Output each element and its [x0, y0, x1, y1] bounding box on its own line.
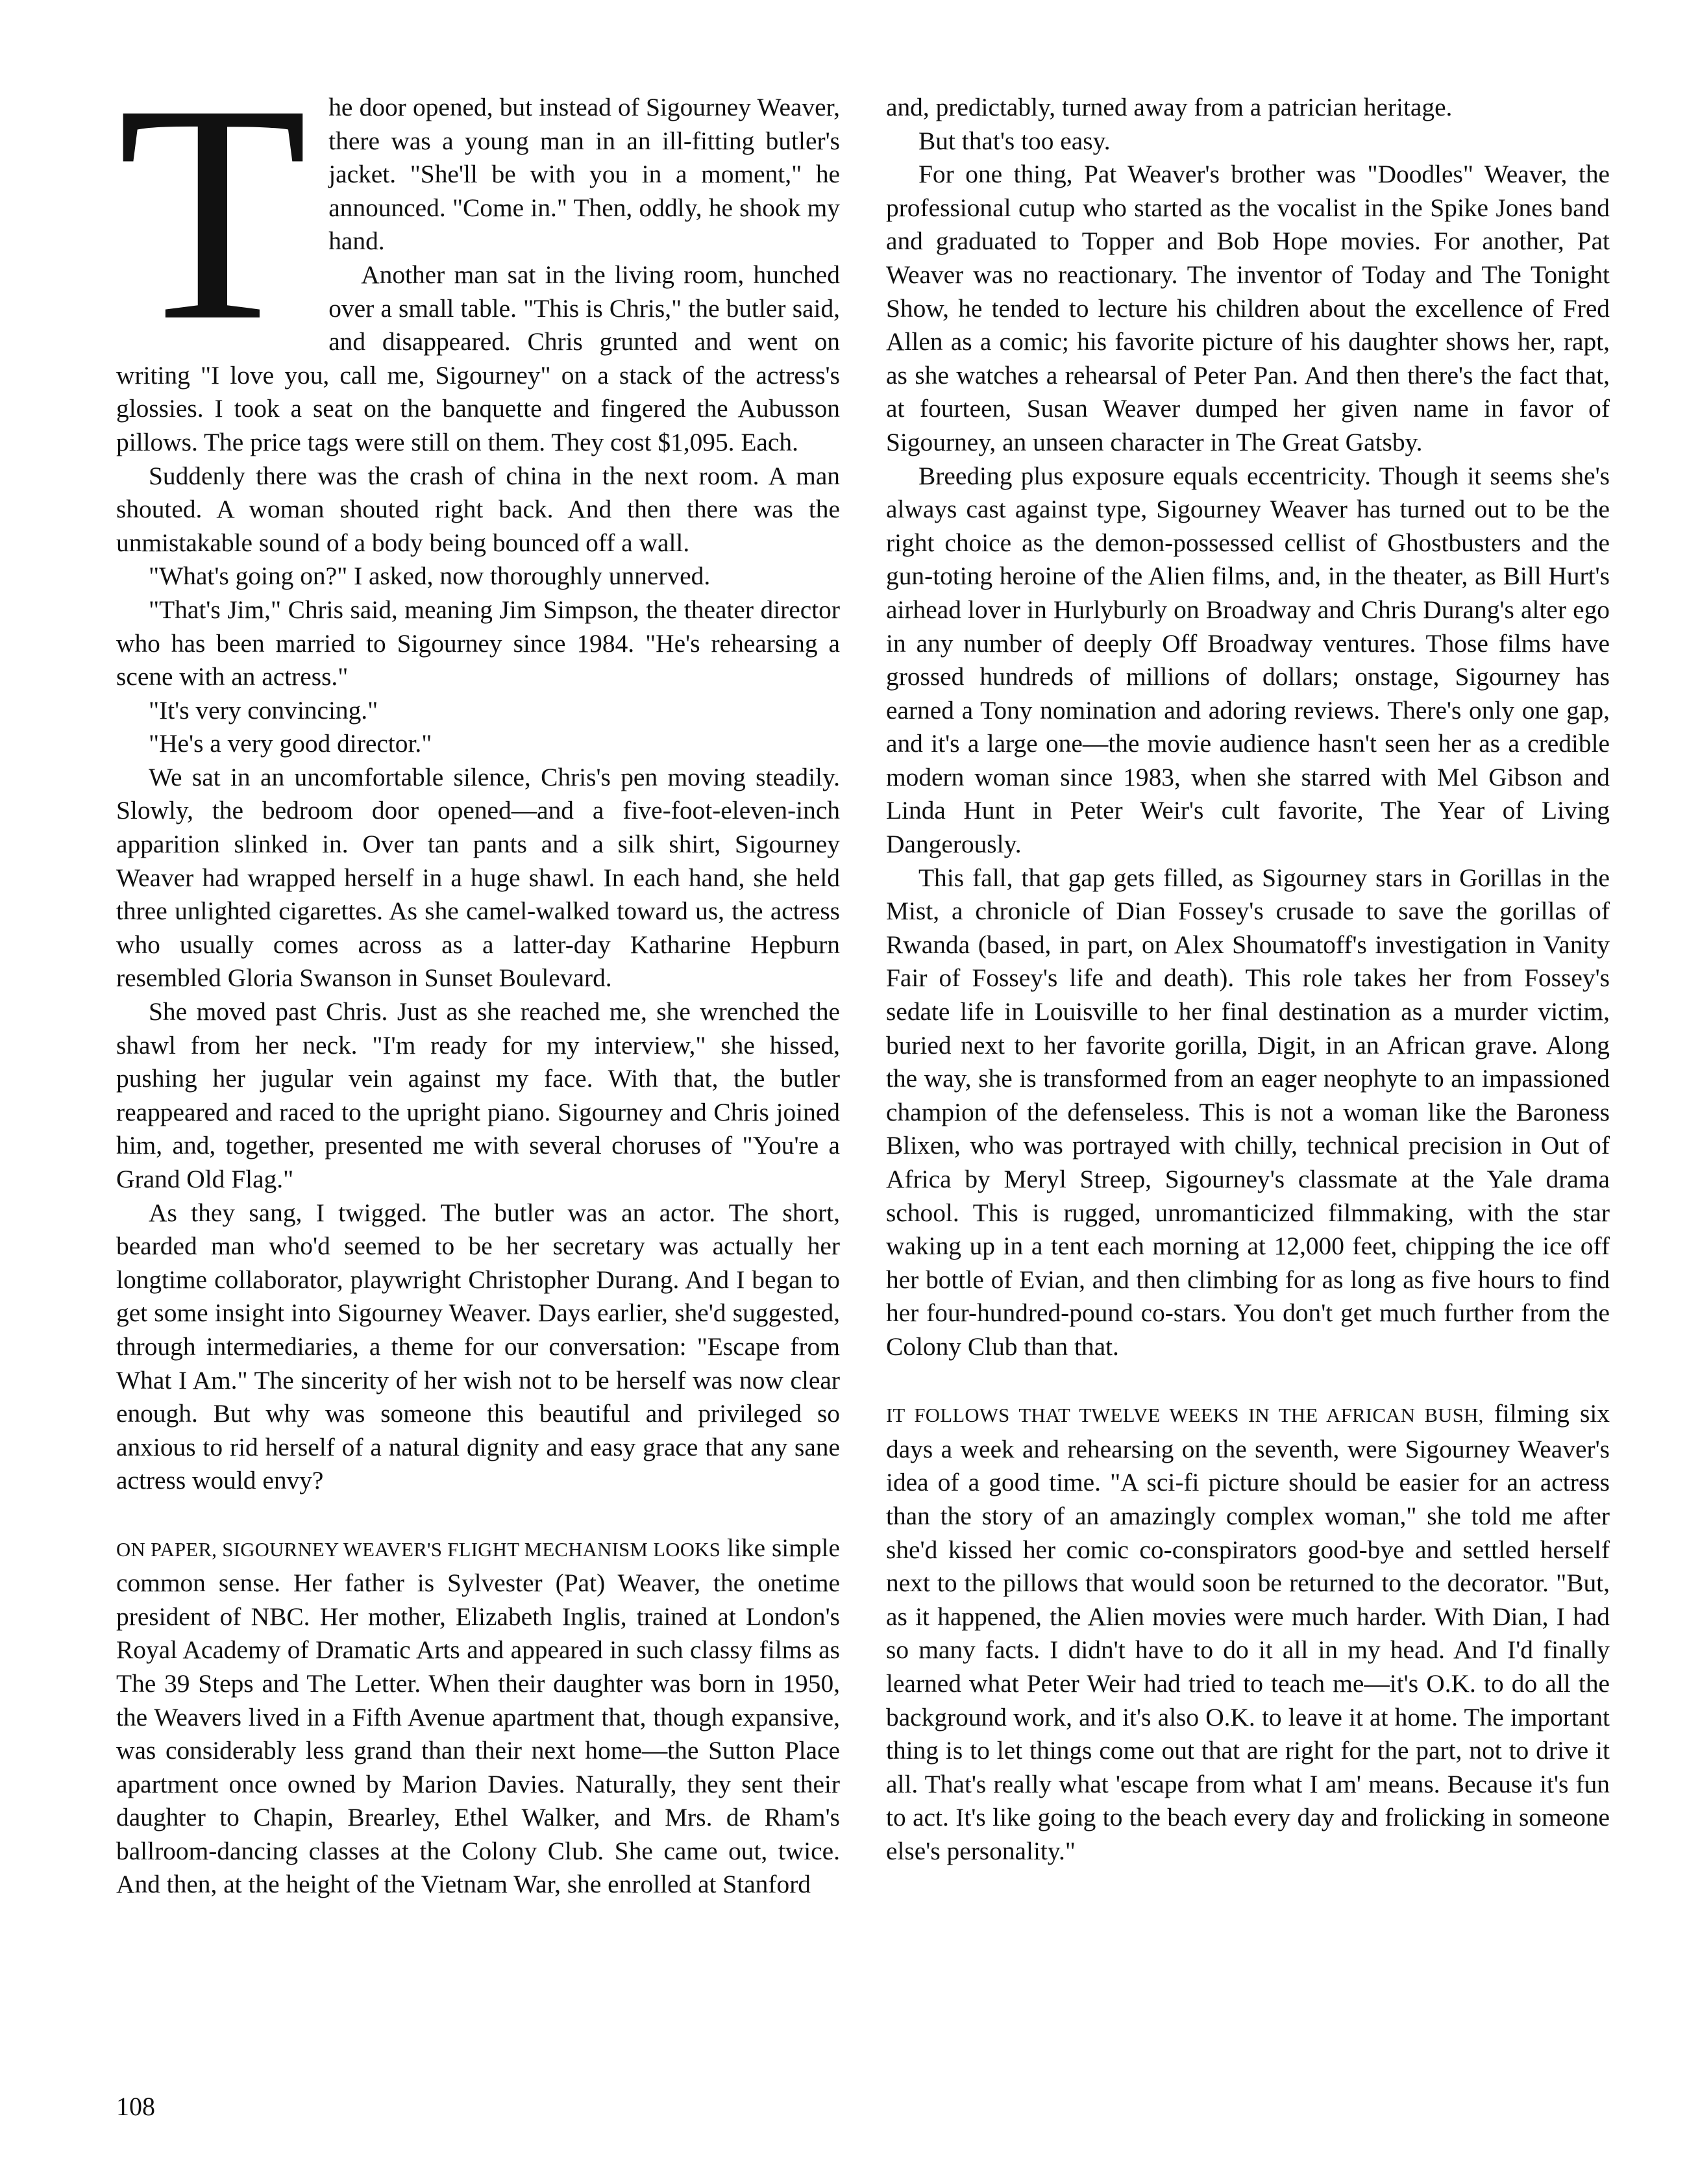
- section-body: like simple common sense. Her father is Sylvester (Pat) Weaver, the onetime president of NBC. Her mother, Elizabeth Inglis, trained at London's Royal Academy of Dramatic Arts and appeared in such classy films as The 39 Steps and The Letter. When their daughter was born in 1950, the Weavers lived in a Fifth Avenue apartment that, though expansive, was considerably less grand than their next home—the Sutton Place apartment once owned by Marion Davies. Naturally, they sent their daughter to Chapin, Brearley, Ethel Walker, and Mrs. de Rham's ballroom-dancing classes at the Colony Club. She came out, twice. And then, at the height of the Vietnam War, she enrolled at Stanford: [116, 1533, 840, 1899]
- section-paragraph: [116, 1532, 840, 1902]
- paragraph: Breeding plus exposure equals eccentricity. Though it seems she's always cast against type, Sigourney Weaver has turned out to be the right choice as the demon-possessed cellist of Ghostbusters and the gun-toting heroine of the Alien films, and, in the theater, as Bill Hurt's airhead lover in Hurlyburly on Broadway and Chris Durang's alter ego in any number of deeply Off Broadway ventures. Those films have grossed hundreds of millions of dollars; onstage, Sigourney has earned a Tony nomination and adoring reviews. There's only one gap, and it's a large one—the movie audience hasn't seen her as a credible modern woman since 1983, when she starred with Mel Gibson and Linda Hunt in Peter Weir's cult favorite, The Year of Living Dangerously.: [886, 461, 1610, 859]
- paragraph: For one thing, Pat Weaver's brother was "Doodles" Weaver, the professional cutup who started as the vocalist in the Spike Jones band and graduated to Topper and Bob Hope movies. For another, Pat Weaver was no reactionary. The inventor of Today and The Tonight Show, he tended to lecture his children about the excellence of Fred Allen as a comic; his favorite picture of his daughter shows her, rapt, as she watches a rehearsal of Peter Pan. And then there's the fact that, at fourteen, Susan Weaver dumped her given name in favor of Sigourney, an unseen character in The Great Gatsby.: [886, 160, 1610, 456]
- paragraph: But that's too easy.: [918, 126, 1111, 155]
- right-column: [886, 91, 1610, 1868]
- paragraph: "That's Jim," Chris said, meaning Jim Simpson, the theater director who has been married to Sigourney since 1984. "He's rehearsing a scene with an actress.": [116, 595, 840, 691]
- section-paragraph: [886, 1397, 1610, 1868]
- left-column: [116, 40, 840, 1902]
- section-lead-in: IT FOLLOWS THAT TWELVE WEEKS IN THE AFRICAN BUSH,: [886, 1404, 1484, 1427]
- page-number: 108: [116, 2092, 155, 2121]
- paragraph: "What's going on?" I asked, now thoroughly unnerved.: [149, 562, 711, 591]
- paragraph: "It's very convincing.": [149, 695, 378, 725]
- paragraph: We sat in an uncomfortable silence, Chris's pen moving steadily. Slowly, the bedroom door opened—and a five-foot-eleven-inch apparition slinked in. Over tan pants and a silk shirt, Sigourney Weaver had wrapped herself in a huge shawl. In each hand, she held three unlighted cigarettes. As she camel-walked toward us, the actress who usually comes across as a latter-day Katharine Hepburn resembled Gloria Swanson in Sunset Boulevard.: [116, 762, 840, 993]
- paragraph: Suddenly there was the crash of china in the next room. A man shouted. A woman shouted right back. And then there was the unmistakable sound of a body being bounced off a wall.: [116, 461, 840, 557]
- paragraph: As they sang, I twigged. The butler was an actor. The short, bearded man who'd seemed to be her secretary was actually her longtime collaborator, playwright Christopher Durang. And I began to get some insight into Sigourney Weaver. Days earlier, she'd suggested, through intermediaries, a theme for our conversation: "Escape from What I Am." The sincerity of her wish not to be herself was now clear enough. But why was someone this beautiful and privileged so anxious to rid herself of a natural dignity and easy grace that any sane actress would envy?: [116, 1198, 840, 1495]
- section-body: filming six days a week and rehearsing on the seventh, were Sigourney Weaver's idea of a good time. "A sci-fi picture should be easier for an actress than the story of an amazingly complex woman," she told me after she'd kissed her comic co-conspirators good-bye and settled herself next to the pillows that would soon be returned to the decorator. "But, as it happened, the Alien movies were much harder. With Dian, I had so many facts. I didn't have to do it all in my head. And I'd finally learned what Peter Weir had tried to teach me—it's O.K. to do all the background work, and it's also O.K. to leave it at home. The important thing is to let things come out that are right for the part, not to drive it all. That's really what 'escape from what I am' means. Because it's fun to act. It's like going to the beach every day and frolicking in someone else's personality.": [886, 1399, 1610, 1865]
- section-lead-in: ON PAPER, SIGOURNEY WEAVER'S FLIGHT MECHANISM LOOKS: [116, 1538, 721, 1561]
- paragraph: he door opened, but instead of Sigourney Weaver, there was a young man in an ill-fitting butler's jacket. "She'll be with you in a moment," he announced. "Come in." Then, oddly, he shook my hand.: [328, 93, 840, 256]
- paragraph: and, predictably, turned away from a patrician heritage.: [886, 93, 1453, 121]
- paragraph: "He's a very good director.": [149, 729, 432, 758]
- paragraph: This fall, that gap gets filled, as Sigourney stars in Gorillas in the Mist, a chronicle of Dian Fossey's crusade to save the gorillas of Rwanda (based, in part, on Alex Shoumatoff's investigation in Vanity Fair of Fossey's life and death). This role takes her from Fossey's sedate life in Louisville to her final destination as a murder victim, buried next to her favorite gorilla, Digit, in an African grave. Along the way, she is transformed from an eager neophyte to an impassioned champion of the defenseless. This is not a woman like the Baroness Blixen, who was portrayed with chilly, technical precision in Out of Africa by Meryl Streep, Sigourney's classmate at the Yale drama school. This is rugged, unromanticized filmmaking, with the star waking up in a tent each morning at 12,000 feet, chipping the ice off her bottle of Evian, and then climbing for as long as five hours to find her four-hundred-pound co-stars. You don't get much further from the Colony Club than that.: [886, 863, 1610, 1361]
- paragraph: Another man sat in the living room, hunched over a small table. "This is Chris," the butler said, and disappeared. Chris grunted and went on writing "I love you, call me, Sigourney" on a stack of the actress's glossies. I took a seat on the banquette and fingered the Aubusson pillows. The price tags were still on them. They cost $1,095. Each.: [116, 260, 840, 456]
- drop-cap: T: [117, 40, 308, 385]
- paragraph: She moved past Chris. Just as she reached me, she wrenched the shawl from her neck. "I'm ready for my interview," she hissed, pushing her jugular vein against my face. With that, the butler reappeared and raced to the upright piano. Sigourney and Chris joined him, and, together, presented me with several choruses of "You're a Grand Old Flag.": [116, 997, 840, 1193]
